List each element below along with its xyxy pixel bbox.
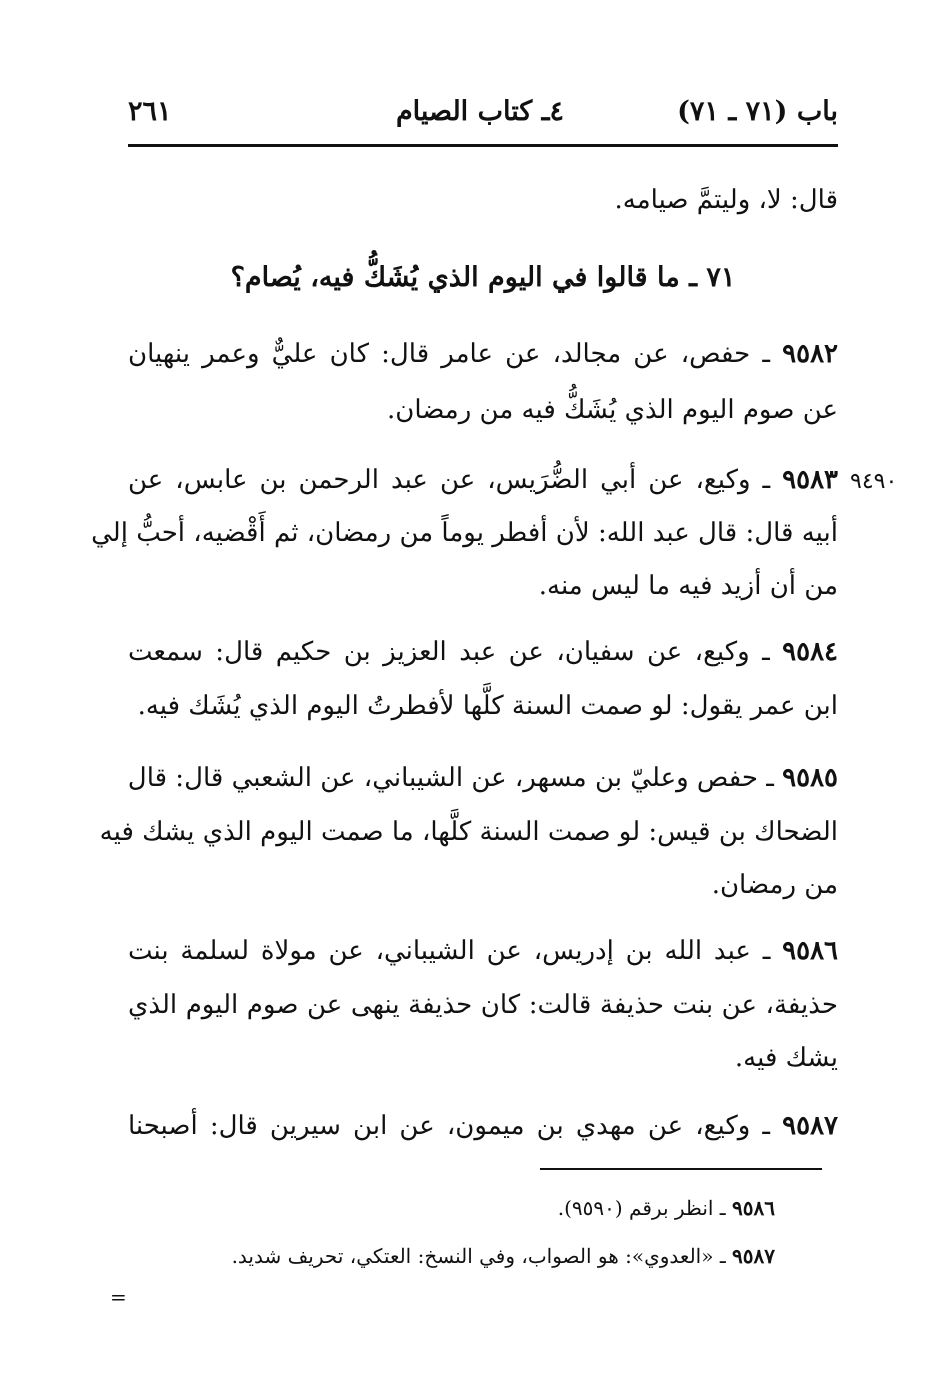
section-title: ٧١ ـ ما قالوا في اليوم الذي يُشَكُّ فيه، يُصام؟ xyxy=(230,262,736,293)
footnote-9586 xyxy=(558,1190,775,1226)
hadith-9582-line-1 xyxy=(128,328,838,380)
hadith-text: ـ وكيع، عن أبي الضُّرَيس، عن عبد الرحمن بن عابس، عن xyxy=(128,465,783,495)
footnote-text: ـ «العدوي»: هو الصواب، وفي النسخ: العتكي، تحريف شديد. xyxy=(231,1244,733,1268)
hadith-9586-line-2: حذيفة، عن بنت حذيفة قالت: كان حذيفة ينهى عن صوم اليوم الذي xyxy=(128,990,838,1020)
hadith-text: ـ عبد الله بن إدريس، عن الشيباني، عن مولاة لسلمة بنت xyxy=(128,936,783,966)
footnote-separator xyxy=(540,1168,822,1170)
hadith-text: ـ وكيع، عن سفيان، عن عبد العزيز بن حكيم قال: سمعت xyxy=(128,637,783,667)
footnote-9587 xyxy=(232,1238,775,1274)
running-header-chapter: باب (٧١ ـ ٧١) xyxy=(677,96,838,127)
hadith-number: ٩٥٨٦ xyxy=(782,936,838,966)
hadith-9585-line-1 xyxy=(128,752,838,804)
hadith-text: ـ وكيع، عن مهدي بن ميمون، عن ابن سيرين قال: أصبحنا xyxy=(128,1111,783,1141)
hadith-9587-line-1 xyxy=(128,1100,838,1152)
hadith-number: ٩٥٨٤ xyxy=(782,637,838,667)
hadith-9583-line-1 xyxy=(128,454,838,506)
hadith-9583-line-3: من أن أزيد فيه ما ليس منه. xyxy=(538,571,838,601)
margin-cross-reference: ٩٤٩٠ xyxy=(850,469,898,494)
hadith-number: ٩٥٨٧ xyxy=(782,1111,838,1141)
hadith-9582-line-2: عن صوم اليوم الذي يُشَكُّ فيه من رمضان. xyxy=(386,395,838,425)
hadith-number: ٩٥٨٣ xyxy=(782,465,838,495)
hadith-9585-line-2: الضحاك بن قيس: لو صمت السنة كلَّها، ما صمت اليوم الذي يشك فيه xyxy=(99,817,838,847)
running-header-book-title: ٤ـ كتاب الصيام xyxy=(395,96,565,127)
footnote-number: ٩٥٨٧ xyxy=(732,1244,775,1268)
hadith-9583-line-2: أبيه قال: قال عبد الله: لأن أفطر يوماً من رمضان، ثم أَقْضيه، أحبُّ إلي xyxy=(91,518,838,548)
continuation-mark: = xyxy=(110,1285,127,1309)
footnote-number: ٩٥٨٦ xyxy=(732,1196,775,1220)
hadith-text: ـ حفص، عن مجالد، عن عامر قال: كان عليٌّ وعمر ينهيان xyxy=(128,339,783,369)
hadith-9586-line-3: يشك فيه. xyxy=(734,1043,838,1073)
page-number: ٢٦١ xyxy=(128,96,172,127)
hadith-9584-line-1 xyxy=(128,626,838,678)
header-rule xyxy=(128,144,838,147)
hadith-9584-line-2: ابن عمر يقول: لو صمت السنة كلَّها لأفطرتُ اليوم الذي يُشَك فيه. xyxy=(137,691,838,721)
hadith-9586-line-1 xyxy=(128,925,838,977)
hadith-number: ٩٥٨٢ xyxy=(782,339,838,369)
hadith-text: ـ حفص وعليّ بن مسهر، عن الشيباني، عن الشعبي قال: قال xyxy=(127,763,783,793)
intro-line: قال: لا، وليتمَّ صيامه. xyxy=(614,185,838,215)
footnote-text: ـ انظر برقم (٩٥٩٠). xyxy=(557,1196,733,1220)
hadith-9585-line-3: من رمضان. xyxy=(711,870,838,900)
hadith-number: ٩٥٨٥ xyxy=(782,763,838,793)
